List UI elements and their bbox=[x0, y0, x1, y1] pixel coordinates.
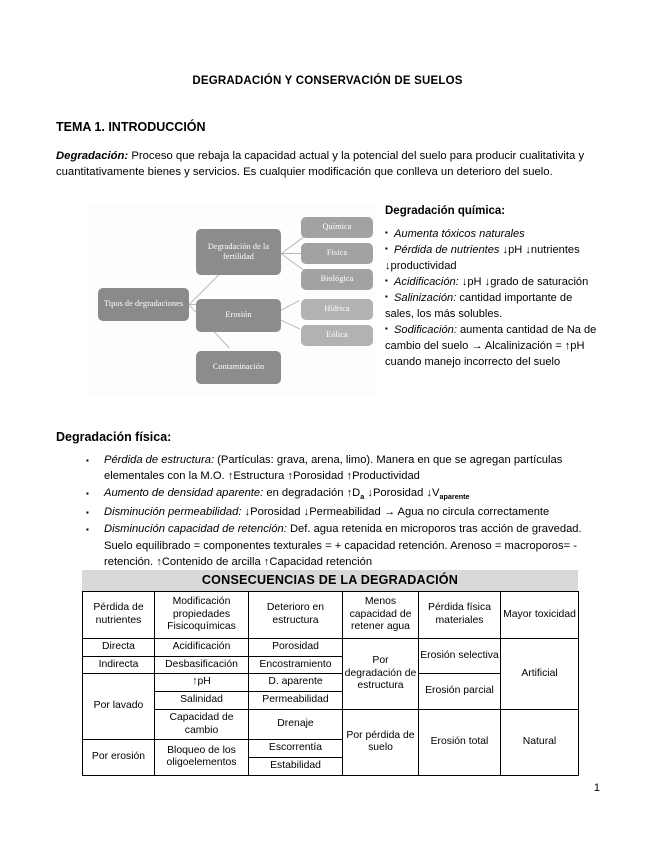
square-bullet-icon: ▪ bbox=[86, 525, 89, 535]
diagram-node-biologica[interactable]: Biológica bbox=[301, 269, 373, 290]
cell-ph: ↑pH bbox=[155, 674, 249, 692]
column-header: Deterioro en estructura bbox=[249, 592, 343, 639]
square-bullet-icon: ▪ bbox=[86, 456, 89, 465]
consequences-table bbox=[82, 591, 579, 776]
phys-term: Disminución permeabilidad: bbox=[104, 506, 242, 519]
chemical-degradation-heading: Degradación química: bbox=[385, 205, 506, 217]
cell-por-degradacion-estructura: Por degradación de estructura bbox=[343, 639, 419, 710]
chem-rest: cantidad importante de sales, los más solubles. bbox=[385, 291, 573, 320]
phys-rest-pre: en degradación ↑D bbox=[263, 487, 361, 500]
chem-term: Pérdida de nutrientes bbox=[394, 243, 500, 256]
phys-term: Aumento de densidad aparente: bbox=[104, 487, 264, 500]
square-bullet-icon: ▪ bbox=[385, 228, 388, 237]
chem-rest: ↓pH ↓grado de saturación bbox=[458, 275, 589, 288]
diagram-node-hidrica[interactable]: Hídrica bbox=[301, 299, 373, 320]
diagram-node-root[interactable]: Tipos de degradaciones bbox=[98, 288, 189, 321]
phys-sub-aparente: aparente bbox=[439, 492, 470, 502]
page-number: 1 bbox=[593, 782, 600, 794]
phys-text bbox=[104, 504, 602, 520]
table-row bbox=[83, 639, 579, 657]
cell-escorrentia: Escorrentía bbox=[249, 740, 343, 758]
cell-estabilidad: Estabilidad bbox=[249, 757, 343, 775]
cell-porosidad: Porosidad bbox=[249, 639, 343, 657]
square-bullet-icon: ▪ bbox=[86, 489, 89, 499]
cell-artificial: Artificial bbox=[501, 639, 579, 710]
column-header: Modificación propiedades Fisicoquímicas bbox=[155, 592, 249, 639]
diagram-node-eolica[interactable]: Eólica bbox=[301, 325, 373, 346]
cell-perdida-directa: Directa bbox=[83, 639, 155, 657]
list-item bbox=[385, 323, 603, 371]
intro-term: Degradación: bbox=[56, 150, 129, 162]
chem-rest: ↓pH ↓nutrientes ↓productividad bbox=[385, 243, 580, 272]
physical-degradation-heading: Degradación física: bbox=[56, 430, 172, 444]
list-item bbox=[385, 291, 603, 323]
diagram-node-degradacion-fertilidad[interactable]: Degradación de la fertilidad bbox=[196, 229, 281, 275]
phys-text bbox=[104, 452, 602, 484]
phys-term: Disminución capacidad de retención: bbox=[104, 523, 287, 536]
chemical-degradation-list bbox=[385, 227, 603, 371]
phys-rest: ↓Porosidad ↓Permeabilidad → Agua no circula correctamente bbox=[241, 506, 550, 519]
cell-erosion-parcial: Erosión parcial bbox=[419, 674, 501, 709]
list-item bbox=[86, 485, 602, 503]
cell-d-aparente: D. aparente bbox=[249, 674, 343, 692]
chem-term: Acidificación: bbox=[394, 275, 459, 288]
cell-natural: Natural bbox=[501, 709, 579, 775]
list-item bbox=[385, 243, 603, 275]
phys-rest: (Partículas: grava, arena, limo). Manera en que se agregan partículas elementales con la M.O. ↑Estructura ↑Porosidad ↑Productividad bbox=[104, 454, 563, 483]
phys-rest: Def. agua retenida en microporos tras acción de gravedad. Suelo equilibrado = componentes texturales = + capacidad retención. Arenoso = macroporos= - retención. ↑Contenido de arcilla ↑Capacidad retención bbox=[104, 523, 582, 568]
diagram-node-quimica[interactable]: Química bbox=[301, 217, 373, 238]
phys-sub-a: a bbox=[360, 492, 365, 502]
column-header: Pérdida de nutrientes bbox=[83, 592, 155, 639]
chem-term: Sodificación: bbox=[394, 323, 457, 336]
table-row bbox=[83, 709, 579, 739]
phys-text bbox=[104, 521, 602, 570]
cell-por-lavado: Por lavado bbox=[83, 674, 155, 740]
consequences-table-wrapper bbox=[82, 570, 578, 776]
cell-acidificacion: Acidificación bbox=[155, 639, 249, 657]
physical-degradation-list bbox=[86, 452, 602, 571]
square-bullet-icon: ▪ bbox=[385, 323, 388, 333]
square-bullet-icon: ▪ bbox=[86, 508, 89, 518]
cell-drenaje: Drenaje bbox=[249, 709, 343, 739]
cell-erosion-selectiva: Erosión selectiva bbox=[419, 639, 501, 674]
list-item bbox=[86, 504, 602, 520]
list-item bbox=[86, 521, 602, 570]
cell-capacidad-cambio: Capacidad de cambio bbox=[155, 709, 249, 739]
list-item bbox=[385, 227, 603, 243]
intro-paragraph bbox=[56, 148, 602, 180]
column-header: Menos capacidad de retener agua bbox=[343, 592, 419, 639]
diagram-node-erosion[interactable]: Erosión bbox=[196, 299, 281, 332]
phys-text bbox=[104, 485, 602, 503]
cell-desbasificacion: Desbasificación bbox=[155, 656, 249, 674]
phys-rest-mid: ↓Porosidad ↓V bbox=[364, 487, 440, 500]
cell-encostramiento: Encostramiento bbox=[249, 656, 343, 674]
square-bullet-icon: ▪ bbox=[385, 243, 388, 253]
cell-permeabilidad: Permeabilidad bbox=[249, 692, 343, 710]
cell-por-erosion: Por erosión bbox=[83, 740, 155, 775]
table-title: CONSECUENCIAS DE LA DEGRADACIÓN bbox=[82, 570, 578, 591]
intro-definition: Proceso que rebaja la capacidad actual y la potencial del suelo para producir cualitativita y cuantitativamente bienes y servicios. Es cualquier modificación que conlleva un deterioro del suelo. bbox=[56, 150, 585, 179]
cell-bloqueo-oligoelementos: Bloqueo de los oligoelementos bbox=[155, 740, 249, 775]
cell-por-perdida-suelo: Por pérdida de suelo bbox=[343, 709, 419, 775]
square-bullet-icon: ▪ bbox=[385, 275, 388, 285]
phys-term: Pérdida de estructura: bbox=[104, 454, 215, 466]
chem-term: Salinización: bbox=[394, 291, 457, 304]
cell-perdida-indirecta: Indirecta bbox=[83, 656, 155, 674]
column-header: Mayor toxicidad bbox=[501, 592, 579, 639]
page-title: DEGRADACIÓN Y CONSERVACIÓN DE SUELOS bbox=[192, 75, 463, 87]
list-item bbox=[385, 275, 603, 291]
column-header: Pérdida física materiales bbox=[419, 592, 501, 639]
degradation-types-diagram bbox=[88, 203, 376, 396]
section-heading-tema1: TEMA 1. INTRODUCCIÓN bbox=[56, 120, 206, 134]
diagram-node-fisica[interactable]: Física bbox=[301, 243, 373, 264]
chem-term: Aumenta tóxicos naturales bbox=[394, 228, 525, 240]
table-header-row bbox=[83, 592, 579, 639]
cell-erosion-total: Erosión total bbox=[419, 709, 501, 775]
list-item bbox=[86, 452, 602, 484]
chem-rest: aumenta cantidad de Na de cambio del suelo → Alcalinización = ↑pH cuando manejo incorrecto del suelo bbox=[385, 323, 597, 368]
diagram-node-contaminacion[interactable]: Contaminación bbox=[196, 351, 281, 384]
square-bullet-icon: ▪ bbox=[385, 291, 388, 301]
cell-salinidad: Salinidad bbox=[155, 692, 249, 710]
